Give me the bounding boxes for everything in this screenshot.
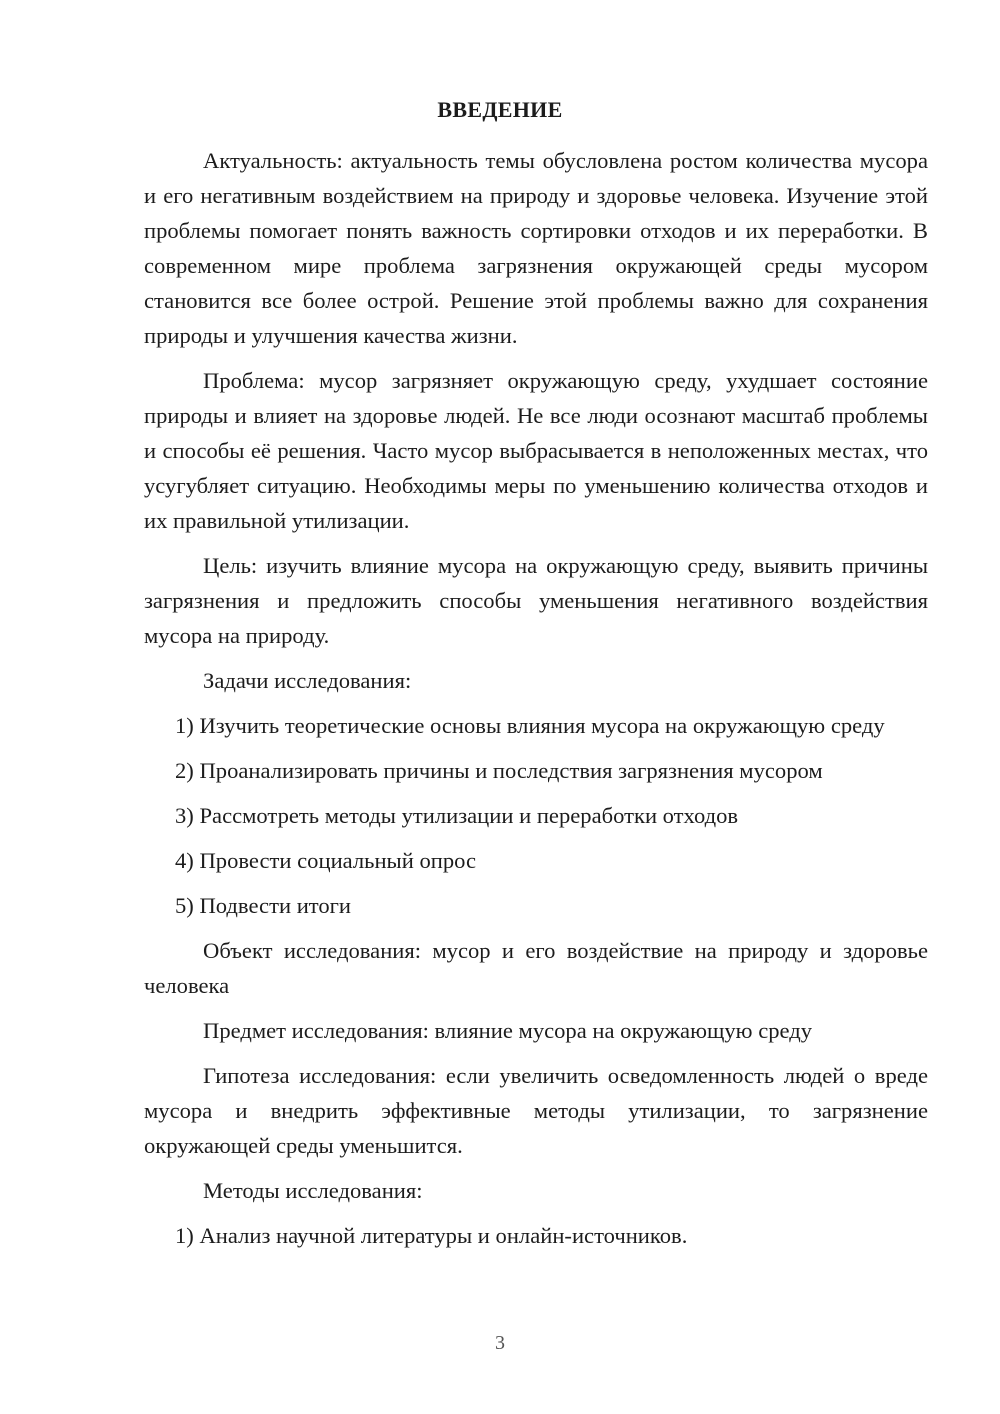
goal-paragraph: Цель: изучить влияние мусора на окружающую среду, выявить причины загрязнения и предложить способы уменьшения негативного воздействия мусора на природу. [144, 553, 928, 648]
problem-paragraph: Проблема: мусор загрязняет окружающую среду, ухудшает состояние природы и влияет на здоровье людей. Не все люди осознают масштаб проблемы и способы её решения. Часто мусор выбрасывается в неположенных местах, что усугубляет ситуацию. Необходимы меры по уменьшению количества отходов и их правильной утилизации. [144, 368, 928, 533]
task-item-1: 1) Изучить теоретические основы влияния мусора на окружающую среду [175, 713, 885, 738]
task-item-4: 4) Провести социальный опрос [175, 848, 477, 873]
page-content [144, 143, 928, 1253]
tasks-heading: Задачи исследования: [203, 668, 412, 693]
object-paragraph: Объект исследования: мусор и его воздействие на природу и здоровье человека [144, 938, 928, 998]
page-number: 3 [495, 1332, 505, 1354]
method-item-1: 1) Анализ научной литературы и онлайн-источников. [175, 1223, 688, 1248]
task-item-3: 3) Рассмотреть методы утилизации и переработки отходов [175, 803, 739, 828]
page-title: ВВЕДЕНИЕ [437, 97, 563, 122]
task-item-5: 5) Подвести итоги [175, 893, 352, 918]
methods-heading: Методы исследования: [203, 1178, 423, 1203]
hypothesis-paragraph: Гипотеза исследования: если увеличить осведомленность людей о вреде мусора и внедрить эффективные методы утилизации, то загрязнение окружающей среды уменьшится. [144, 1063, 928, 1158]
task-item-2: 2) Проанализировать причины и последствия загрязнения мусором [175, 758, 823, 783]
subject-paragraph: Предмет исследования: влияние мусора на окружающую среду [203, 1018, 813, 1043]
relevance-paragraph: Актуальность: актуальность темы обусловлена ростом количества мусора и его негативным воздействием на природу и здоровье человека. Изучение этой проблемы помогает понять важность сортировки отходов и их переработки. В современном мире проблема загрязнения окружающей среды мусором становится все более острой. Решение этой проблемы важно для сохранения природы и улучшения качества жизни. [144, 148, 928, 348]
